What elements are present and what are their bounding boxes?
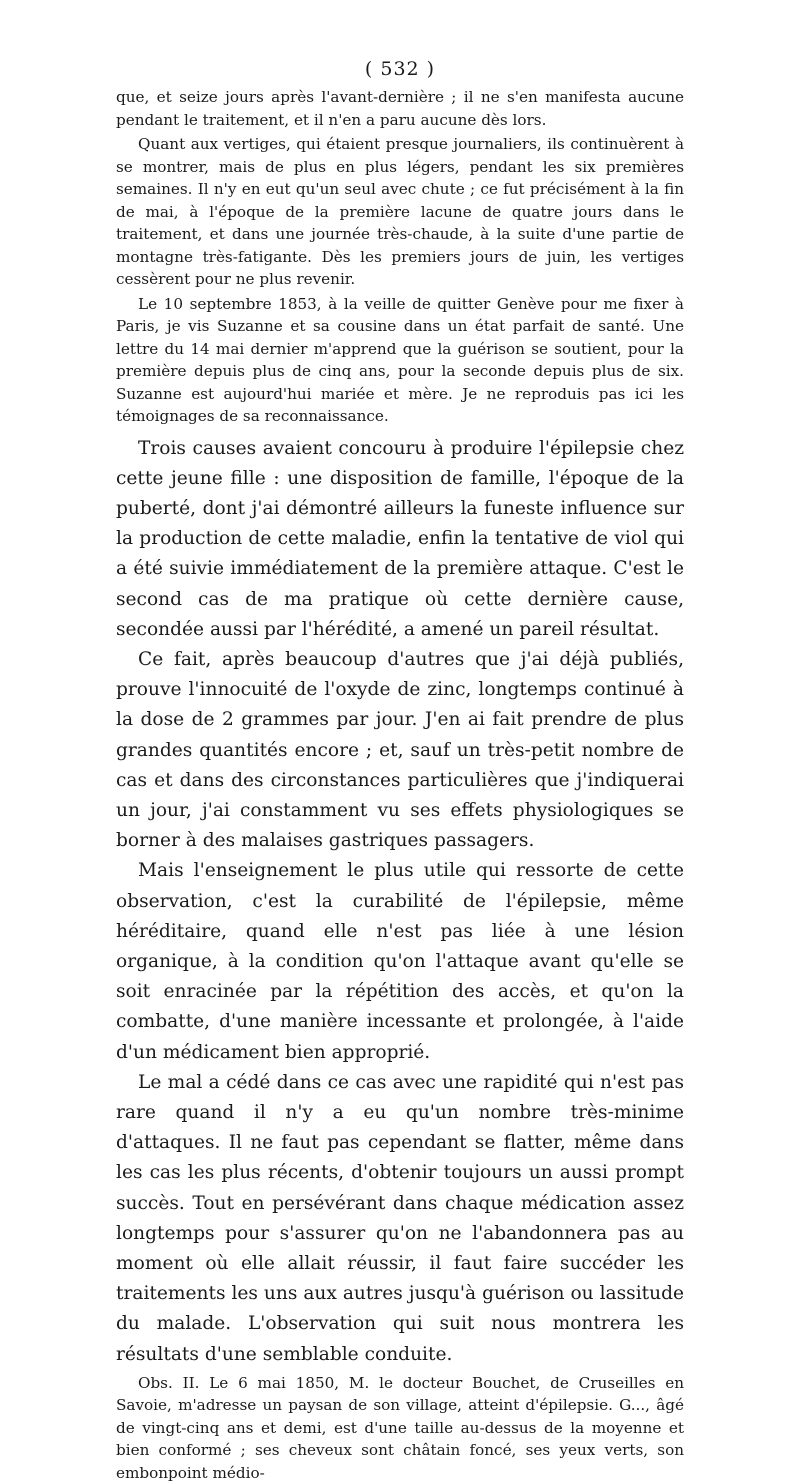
paragraph-le-mal-a-cede: Le mal a cédé dans ce cas avec une rapidité qui n'est pas rare quand il n'y a eu qu'un nombre très-minime d'attaques. Il ne faut pas cependant se flatter, même dans les cas les plus récents, d'obtenir toujours un aussi prompt succès. Tout en persévérant dans chaque médication assez longtemps pour s'assurer qu'on ne l'abandonnera pas au moment où elle allait réussir, il faut faire succéder les traitements les uns aux autres jusqu'à guérison ou lassitude du malade. L'observation qui suit nous montrera les résultats d'une semblable conduite. — [116, 1071, 684, 1365]
paragraph-observation-ii: Obs. II. Le 6 mai 1850, M. le docteur Bouchet, de Cruseilles en Savoie, m'adresse un paysan de son village, atteint d'épilepsie. G..., âgé de vingt-cinq ans et demi, est d'une taille au-dessus de la moyenne et bien conformé ; ses cheveux sont châtain foncé, ses yeux verts, son embonpoint médio- — [116, 1373, 684, 1482]
paragraph-vertiges: Quant aux vertiges, qui étaient presque journaliers, ils continuèrent à se montrer, mais de plus en plus légers, pendant les six premières semaines. Il n'y en eut qu'un seul avec chute ; ce fut précisément à la fin de mai, à l'époque de la première lacune de quatre jours dans le traitement, et dans une journée très-chaude, à la suite d'une partie de montagne très-fatigante. Dès les premiers jours de juin, les vertiges cessèrent pour ne plus revenir. — [116, 135, 684, 288]
book-page — [116, 58, 684, 1484]
paragraph-continuation: que, et seize jours après l'avant-dernière ; il ne s'en manifesta aucune pendant le traitement, et il n'en a paru aucune dès lors. — [116, 88, 684, 129]
paragraph-enseignement: Mais l'enseignement le plus utile qui ressorte de cette observation, c'est la curabilité de l'épilepsie, même héréditaire, quand elle n'est pas liée à une lésion organique, à la condition qu'on l'attaque avant qu'elle se soit enracinée par la répétition des accès, et qu'on la combatte, d'une manière incessante et prolongée, à l'aide d'un médicament bien approprié. — [116, 860, 684, 1063]
paragraph-oxyde-de-zinc: Ce fait, après beaucoup d'autres que j'ai déjà publiés, prouve l'innocuité de l'oxyde de zinc, longtemps continué à la dose de 2 grammes par jour. J'en ai fait prendre de plus grandes quantités encore ; et, sauf un très-petit nombre de cas et dans des circonstances particulières que j'indiquerai un jour, j'ai constamment vu ses effets physiologiques se borner à des malaises gastriques passagers. — [116, 648, 684, 852]
page-number: ( 532 ) — [364, 58, 436, 80]
paragraph-trois-causes: Trois causes avaient concouru à produire l'épilepsie chez cette jeune fille : une disposition de famille, l'époque de la puberté, dont j'ai démontré ailleurs la funeste influence sur la production de cette maladie, enfin la tentative de viol qui a été suivie immédiatement de la première attaque. C'est le second cas de ma pratique où cette dernière cause, secondée aussi par l'hérédité, a amené un pareil résultat. — [116, 437, 684, 640]
paragraph-septembre-1853: Le 10 septembre 1853, à la veille de quitter Genève pour me fixer à Paris, je vis Suzanne et sa cousine dans un état parfait de santé. Une lettre du 14 mai dernier m'apprend que la guérison se soutient, pour la première depuis plus de cinq ans, pour la seconde depuis plus de six. Suzanne est aujourd'hui mariée et mère. Je ne reproduis pas ici les témoignages de sa reconnaissance. — [116, 294, 684, 425]
